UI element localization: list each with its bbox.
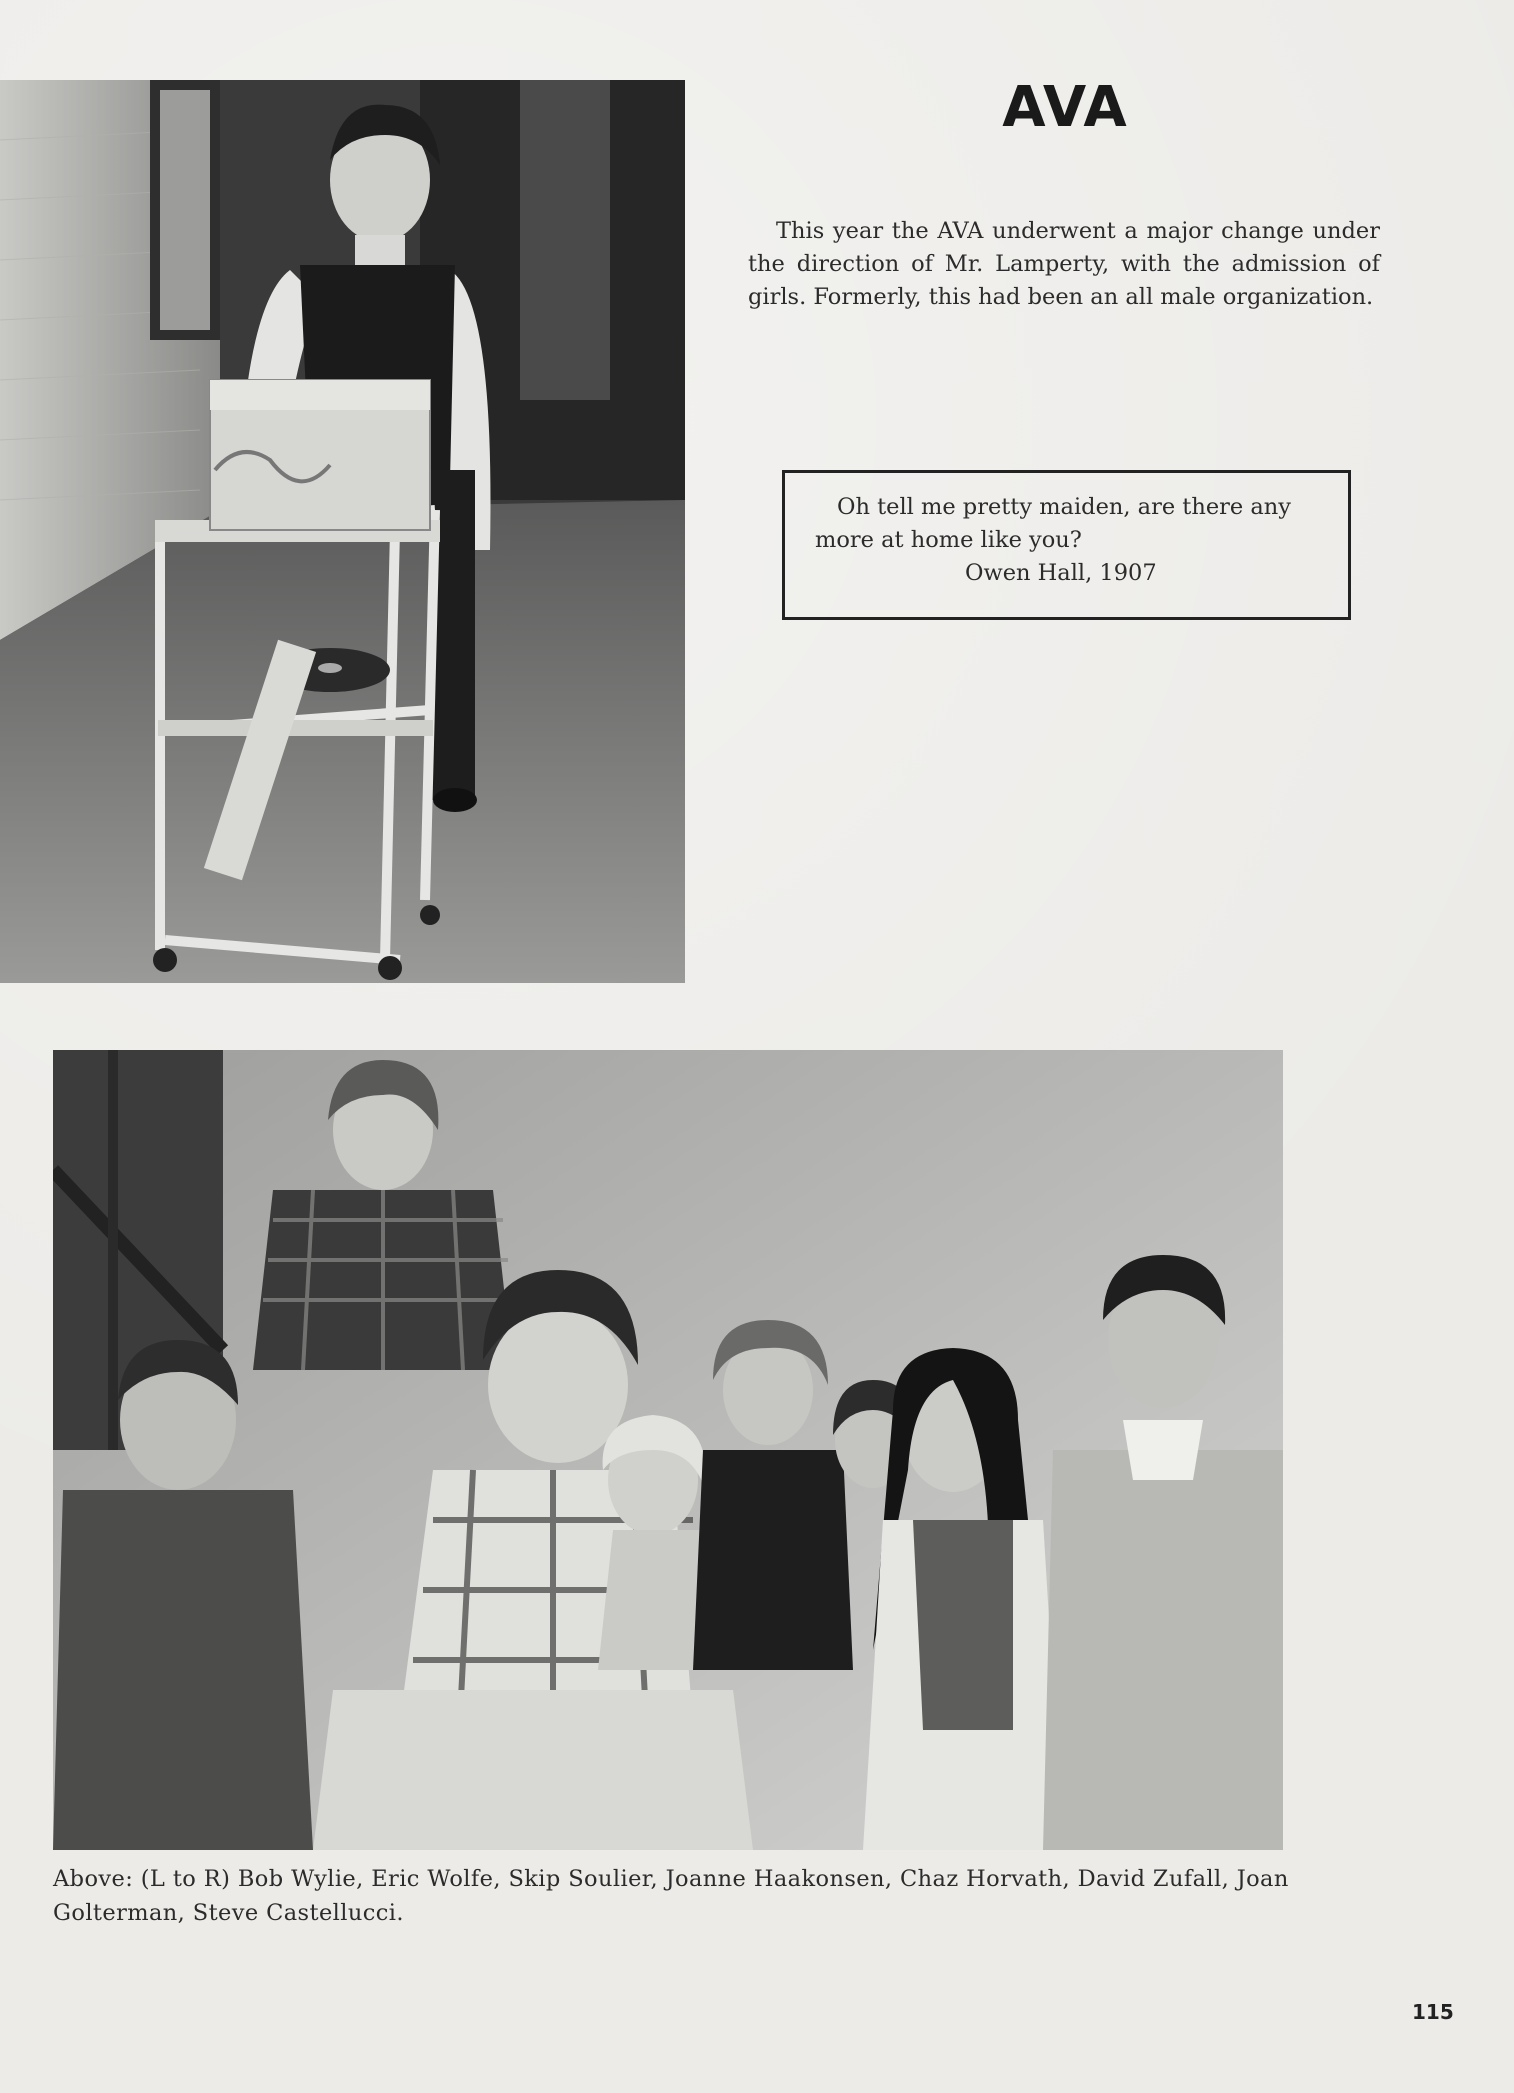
av-cart-photo: [0, 80, 685, 983]
photo-caption: Above: (L to R) Bob Wylie, Eric Wolfe, Skip Soulier, Joanne Haakonsen, Chaz Horvath, David Zufall, Joan Golterman, Steve Castellucci.: [53, 1866, 1289, 1926]
quote-attribution: Owen Hall, 1907: [965, 560, 1157, 586]
page-title: AVA: [1002, 75, 1128, 140]
quote-line-1: Oh tell me pretty maiden, are there any: [837, 494, 1291, 520]
intro-paragraph: This year the AVA underwent a major change under the direction of Mr. Lamperty, with the admission of girls. Formerly, this had been an all male organization.: [748, 218, 1380, 310]
page-number: 115: [1412, 2000, 1454, 2024]
group-photo: [53, 1050, 1283, 1850]
quote-line-2: more at home like you?: [815, 527, 1082, 553]
quote-box: [782, 470, 1351, 620]
quote-text: [815, 491, 1335, 590]
